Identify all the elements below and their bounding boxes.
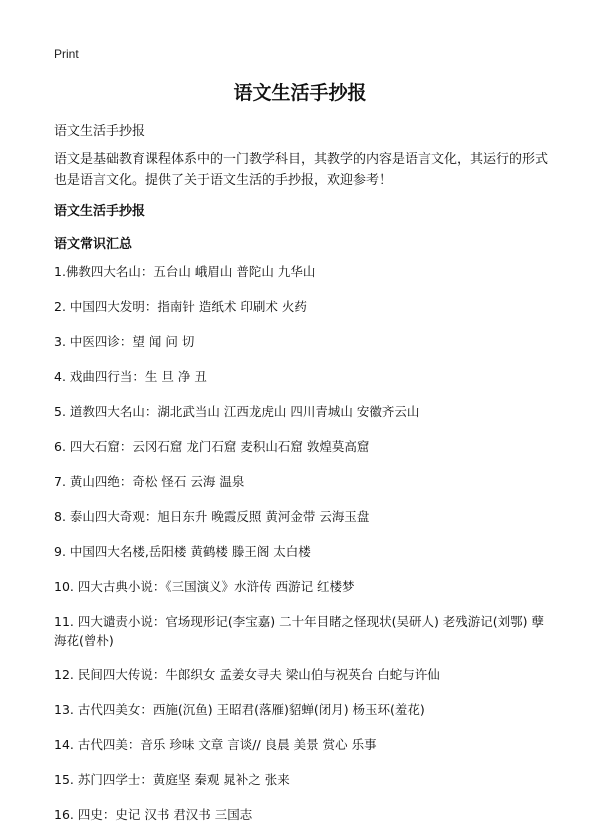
print-link[interactable]: Print xyxy=(54,47,79,61)
document-subtitle: 语文生活手抄报 xyxy=(54,124,146,139)
facts-list xyxy=(54,262,554,840)
list-item: 3. 中医四诊：望 闻 问 切 xyxy=(54,334,195,349)
list-item: 7. 黄山四绝：奇松 怪石 云海 温泉 xyxy=(54,474,245,489)
list-item: 9. 中国四大名楼,岳阳楼 黄鹤楼 滕王阁 太白楼 xyxy=(54,544,311,559)
list-item: 16. 四史：史记 汉书 君汉书 三国志 xyxy=(54,807,253,822)
list-item: 12. 民间四大传说：牛郎织女 孟姜女寻夫 梁山伯与祝英台 白蛇与许仙 xyxy=(54,667,440,682)
list-item: 8. 泰山四大奇观：旭日东升 晚霞反照 黄河金带 云海玉盘 xyxy=(54,509,370,524)
page-title: 语文生活手抄报 xyxy=(233,82,367,104)
list-item: 11. 四大谴责小说：官场现形记(李宝嘉) 二十年目睹之怪现状(吴研人) 老残游记(刘鄂) 孽海花(曾朴) xyxy=(54,614,545,648)
list-item: 6. 四大石窟：云冈石窟 龙门石窟 麦积山石窟 敦煌莫高窟 xyxy=(54,439,370,454)
list-item: 10. 四大古典小说：《三国演义》水浒传 西游记 红楼梦 xyxy=(54,579,355,594)
list-item: 13. 古代四美女：西施(沉鱼) 王昭君(落雁)貂蝉(闭月) 杨玉环(羞花) xyxy=(54,702,425,717)
list-item: 1.佛教四大名山：五台山 峨眉山 普陀山 九华山 xyxy=(54,264,316,279)
list-item: 14. 古代四美：音乐 珍味 文章 言谈// 良晨 美景 赏心 乐事 xyxy=(54,737,377,752)
list-item: 2. 中国四大发明：指南针 造纸术 印刷术 火药 xyxy=(54,299,307,314)
intro-paragraph: 语文是基础教育课程体系中的一门教学科目，其教学的内容是语言文化，其运行的形式也是语言文化。提供了关于语文生活的手抄报，欢迎参考！ xyxy=(54,152,549,188)
list-item: 4. 戏曲四行当：生 旦 净 丑 xyxy=(54,369,207,384)
list-item: 15. 苏门四学士：黄庭坚 秦观 晁补之 张来 xyxy=(54,772,290,787)
list-item: 5. 道教四大名山：湖北武当山 江西龙虎山 四川青城山 安徽齐云山 xyxy=(54,404,420,419)
section-heading: 语文常识汇总 xyxy=(54,237,133,252)
content-heading: 语文生活手抄报 xyxy=(54,204,146,219)
